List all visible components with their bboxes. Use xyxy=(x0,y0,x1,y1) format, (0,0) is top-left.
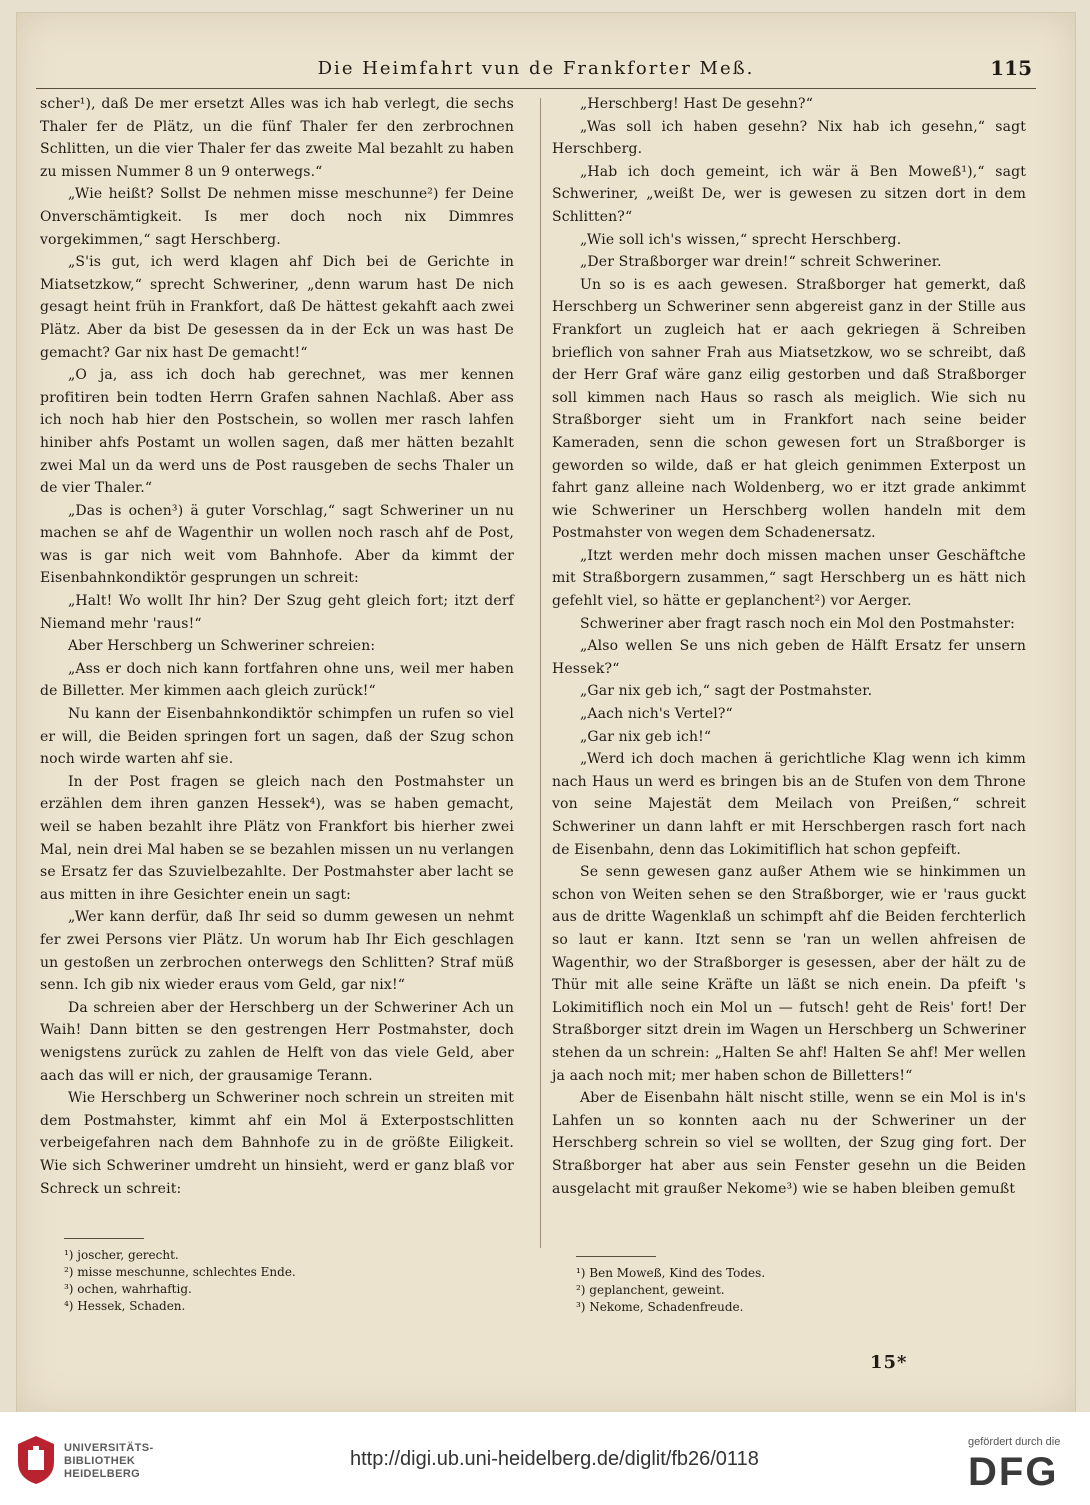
paragraph: Un so is es aach gewesen. Straßborger hat gemerkt, daß Herschberg un Schweriner senn abgereist ganz in der Stille aus Frankfort un zugleich hat er aach gekriegen ä Schreiben brieflich von sahner Frah aus Miatsetzkow, wo se schreibt, daß der Herr Graf wäre ganz eilig gestorben und daß Straßborger soll kimmen nach Haus so rasch als meiglich. Wie sich nu Straßborger sieht um in Frankfort nach seine beider Kameraden, senn die schon gewesen fort un Straßborger is geworden so wilde, daß er hat gleich genimmen Exterpost un fahrt ganz alleine nach Woldenberg, wo er itzt grade ankimmt wie Schweriner un Herschberg wollen handeln mit dem Postmahster von wegen dem Schadenersatz. xyxy=(552,276,1026,542)
paragraph: „Itzt werden mehr doch missen machen unser Geschäftche mit Straßborgern zusammen,“ sagt Herschberg un es hätt nich gefehlt viel, so hätte er geplanchent²) vor Aerger. xyxy=(552,547,1026,610)
footnote: ³) Nekome, Schadenfreude. xyxy=(576,1300,744,1314)
institution-line: UNIVERSITÄTS- xyxy=(64,1442,154,1454)
paragraph: „O ja, ass ich doch hab gerechnet, was mer kennen profitiren bein todten Herrn Grafen sahnen Nachlaß. Aber ass ich noch hab hier den Postschein, so wollen mer rasch lahfen hiniber ahfs Postamt un wollen sagen, daß mer hätten bezahlt zwei Mal un da werd uns de Post rausgeben de sechs Thaler un de vier Thaler.“ xyxy=(40,367,514,497)
footnote: ³) ochen, wahrhaftig. xyxy=(64,1282,192,1296)
paragraph: „Was soll ich haben gesehn? Nix hab ich gesehn,“ sagt Herschberg. xyxy=(552,118,1026,158)
paragraph: Wie Herschberg un Schweriner noch schrein un streiten mit dem Postmahster, kimmt ahf ein Mol ä Exterpostschlitten verbeigefahren nach dem Bahnhofe zu in de größte Eiligkeit. Wie sich Schweriner umdreht un hinsieht, werd er ganz blaß vor Schreck un schreit: xyxy=(40,1090,514,1197)
footnote-rule xyxy=(576,1256,656,1257)
sponsor-note: gefördert durch die xyxy=(968,1436,1061,1448)
paragraph: „Werd ich doch machen ä gerichtliche Klag wenn ich kimm nach Haus un werd es bringen bis an de Stufen von dem Throne von seine Majestät dem Meilach von Preißen,“ schreit Schweriner un dann lahft er mit Herschbergen rasch fort nach de Eisenbahn, denn das Lokimitiflich hat schon gepfeift. xyxy=(552,751,1026,858)
paragraph: „Also wellen Se uns nich geben de Hälft Ersatz fer unsern Hessek?“ xyxy=(552,638,1026,677)
paragraph: „Wie soll ich's wissen,“ sprecht Herschberg. xyxy=(580,231,902,248)
paragraph: „Hab ich doch gemeint, ich wär ä Ben Moweß¹),“ sagt Schweriner, „weißt De, wer is gewesen zu sitzen dort in dem Schlitten?“ xyxy=(552,163,1026,225)
right-column xyxy=(552,93,1026,1200)
paragraph: „Wie heißt? Sollst De nehmen misse meschunne²) fer Deine Onverschämtigkeit. Is mer doch noch nix Dimmres vorgekimmen,“ sagt Herschberg. xyxy=(40,186,514,248)
footnote: ²) geplanchent, geweint. xyxy=(576,1283,725,1297)
page-number: 115 xyxy=(990,56,1032,80)
institution-name xyxy=(64,1442,154,1481)
paragraph: „Der Straßborger war drein!“ schreit Schweriner. xyxy=(580,254,942,271)
dfg-logo: DFG xyxy=(968,1450,1059,1494)
university-seal-icon xyxy=(14,1434,58,1486)
viewer-footer xyxy=(0,1412,1090,1505)
institution-line: HEIDELBERG xyxy=(64,1468,141,1480)
paragraph: „Gar nix geb ich,“ sagt der Postmahster. xyxy=(580,683,873,700)
paragraph: „Gar nix geb ich!“ xyxy=(580,728,712,745)
permalink-url[interactable]: http://digi.ub.uni-heidelberg.de/diglit/fb26/0118 xyxy=(350,1448,759,1470)
running-header xyxy=(36,48,1036,88)
footnotes-right xyxy=(552,1256,1026,1316)
paragraph: „Aach nich's Vertel?“ xyxy=(580,706,733,723)
paragraph: „Wer kann derfür, daß Ihr seid so dumm gewesen un nehmt fer zwei Persons vier Plätz. Un worum hab Ihr Eich geschlagen un gestoßen un zerbrochen onterwegs den Schlitten? Straf müß senn. Ich gib nix wieder eraus vom Geld, gar nix!“ xyxy=(40,909,514,994)
left-column xyxy=(40,93,514,1200)
paragraph: Se senn gewesen ganz außer Athem wie se hinkimmen un schon von Weiten sehen se den Straßborger, wie er 'raus guckt aus de dritte Wagenklaß un schimpft ahf die Beiden ferchterlich so laut er kann. Itzt senn se 'ran un wellen ahfreisen de Wagenthir, wo der Straßborger is gesessen, aber der hält zu de Thür mit alle seine Kräfte un läßt se nich enein. Da pfeift 's Lokimitiflich noch ein Mol un — futsch! geht de Reis' fort! Der Straßborger sitzt drein im Wagen un Herschberg un Schweriner stehen da un schrein: „Halten Se ahf! Halten Se ahf! Mer wellen ja aach noch mit; mer haben schon de Billetters!“ xyxy=(552,864,1026,1084)
paragraph: „Halt! Wo wollt Ihr hin? Der Szug geht gleich fort; itzt derf Niemand mehr 'raus!“ xyxy=(40,593,514,632)
footnote-rule xyxy=(64,1238,144,1239)
paragraph: Aber Herschberg un Schweriner schreien: xyxy=(68,638,376,655)
institution-line: BIBLIOTHEK xyxy=(64,1455,136,1467)
footnote: ⁴) Hessek, Schaden. xyxy=(64,1299,186,1313)
paragraph: „Herschberg! Hast De gesehn?“ xyxy=(580,96,813,112)
paragraph: Da schreien aber der Herschberg un der Schweriner Ach un Waih! Dann bitten se den gestrengen Herr Postmahster, doch wenigstens zurück zu zahlen de Helft von das viele Geld, aber aach das will er nich, der grausamige Terann. xyxy=(40,999,514,1084)
header-title: Die Heimfahrt vun de Frankforter Meß. xyxy=(317,58,755,79)
footnote: ¹) Ben Moweß, Kind des Todes. xyxy=(576,1266,766,1280)
paragraph: Aber de Eisenbahn hält nischt stille, wenn se ein Mol is in's Lahfen un so konnten aach nu der Schweriner un der Herschberg schrein so viel se wollten, der Szug ging fort. Der Straßborger hat aber aus sein Fenster gesehn un die Beiden ausgelacht mit graußer Nekome³) wie se haben bleiben gemußt xyxy=(552,1090,1026,1197)
paragraph: Nu kann der Eisenbahnkondiktör schimpfen un rufen so viel er will, die Beiden springen fort un sagen, daß der Szug schon noch wirde warten ahf sie. xyxy=(40,706,514,768)
paragraph: In der Post fragen se gleich nach den Postmahster un erzählen dem ihren ganzen Hessek⁴), was se haben gemacht, weil se haben bezahlt ihre Plätz von Frankfort bis hierher zwei Mal, nein drei Mal haben se se bezahlen missen un nu verlangen se Ersatz fer das Szuvielbezahlte. Der Postmahster aber lacht se aus mitten in ihre Gesichter enein un sagt: xyxy=(40,773,514,903)
column-divider xyxy=(540,98,541,1248)
header-rule xyxy=(36,88,1036,89)
paragraph: scher¹), daß De mer ersetzt Alles was ich hab verlegt, die sechs Thaler fer de Plätz, un die fünf Thaler fer den zerbrochnen Schlitten, un die vier Thaler fer das zweite Mal bezahlt zu haben zu missen Nummer 8 un 9 onterwegs.“ xyxy=(40,96,514,180)
paragraph: „Ass er doch nich kann fortfahren ohne uns, weil mer haben de Billetter. Mer kimmen aach gleich zurück!“ xyxy=(40,660,514,700)
paragraph: „S'is gut, ich werd klagen ahf Dich bei de Gerichte in Miatsetzkow,“ sprecht Schweriner, „denn warum hast De nich gesagt heint früh in Frankfort, daß De hättest gekahft aach zwei Plätz. Aber da bist De gesessen da in der Eck un was hast De gemacht? Gar nix hast De gemacht!“ xyxy=(40,254,514,361)
footnote: ²) misse meschunne, schlechtes Ende. xyxy=(64,1265,296,1279)
footnote: ¹) joscher, gerecht. xyxy=(64,1248,179,1262)
footnotes-left xyxy=(40,1238,514,1315)
signature-mark: 15* xyxy=(870,1352,908,1373)
paragraph: Schweriner aber fragt rasch noch ein Mol den Postmahster: xyxy=(580,615,1016,632)
paragraph: „Das is ochen³) ä guter Vorschlag,“ sagt Schweriner un nu machen se ahf de Wagenthir un wollen noch rasch ahf de Post, was is gar nich weit vom Bahnhofe. Aber da kimmt der Eisenbahnkondiktör gesprungen un schreit: xyxy=(40,502,514,587)
